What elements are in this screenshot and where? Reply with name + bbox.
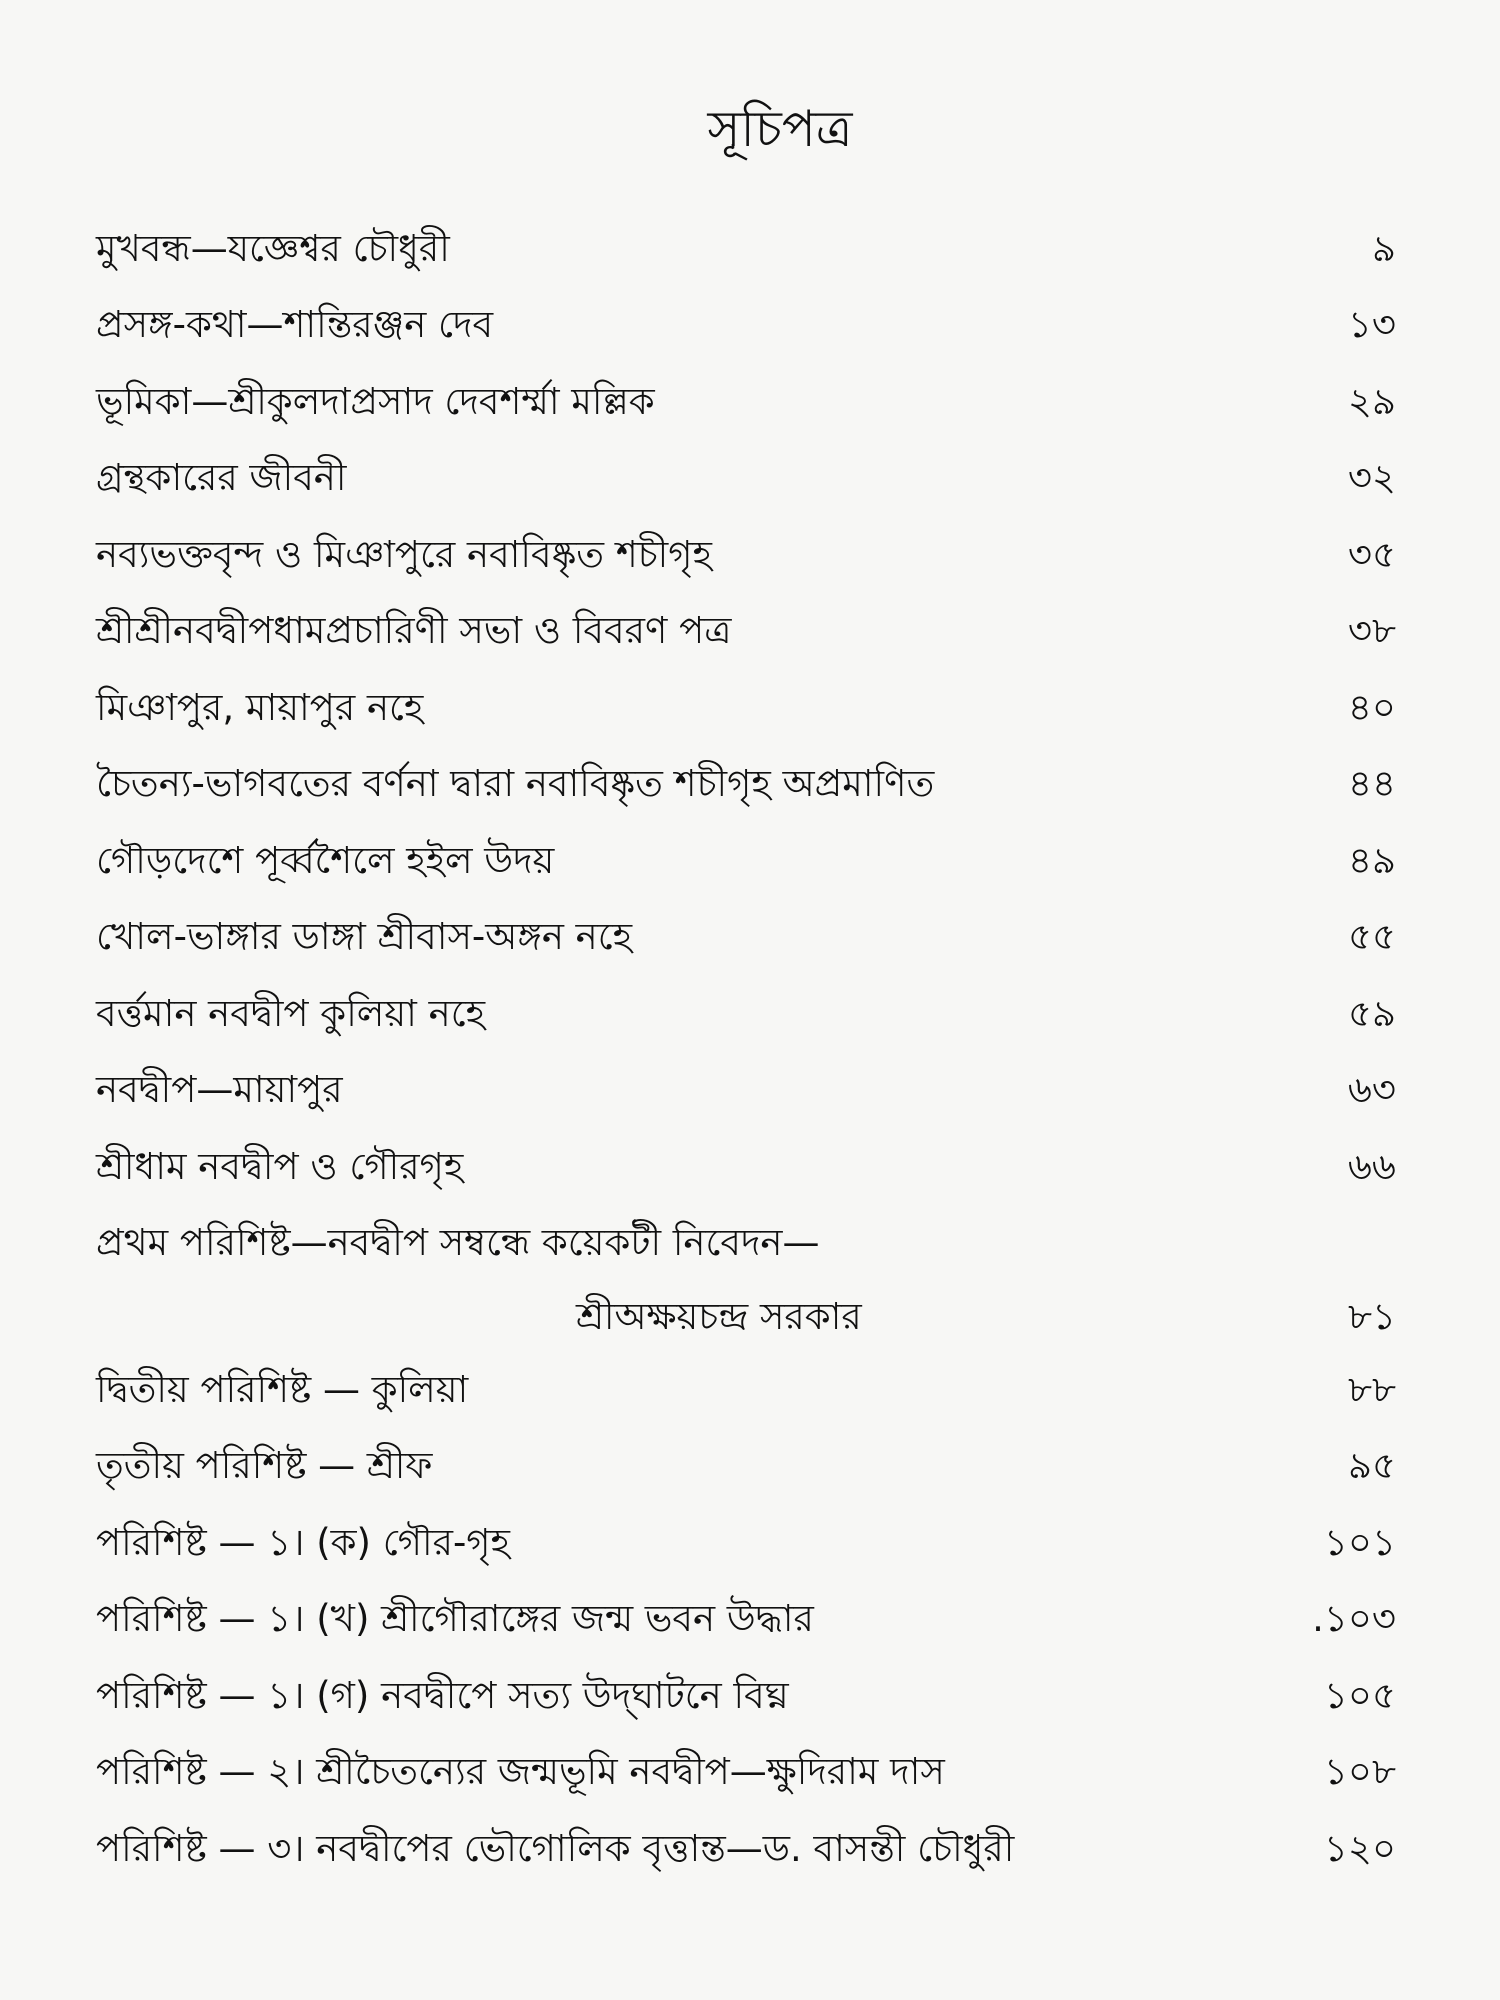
toc-entry: [96, 824, 1396, 901]
toc-entry: [96, 442, 1396, 519]
toc-entry-title: গ্রন্থকারের জীবনী: [96, 456, 347, 500]
toc-entry-page: ১২০: [1323, 1826, 1396, 1870]
toc-entry-title: নব্যভক্তবৃন্দ ও মিঞাপুরে নবাবিষ্কৃত শচীগৃহ: [96, 532, 712, 576]
toc-entry: [96, 1207, 1396, 1284]
toc-entry-title: শ্রীঅক্ষয়চন্দ্র সরকার: [576, 1294, 862, 1338]
toc-entry: [96, 1054, 1396, 1131]
toc-entry: [96, 1430, 1396, 1507]
toc-entry-page: ১৩: [1347, 303, 1396, 347]
toc-entry: [96, 365, 1396, 442]
toc-entry-page: ৪৪: [1347, 762, 1396, 806]
toc-entry: [96, 1583, 1396, 1660]
toc-entry-page: ৫৯: [1347, 991, 1396, 1035]
toc-entry-title: প্রথম পরিশিষ্ট—নবদ্বীপ সম্বন্ধে কয়েকটী নিবেদন—: [96, 1221, 820, 1265]
table-of-contents: [96, 212, 1396, 1889]
toc-entry-page: ৫৫: [1347, 915, 1396, 959]
toc-entry: [96, 748, 1396, 825]
toc-entry-title: তৃতীয় পরিশিষ্ট — শ্রীফ: [96, 1444, 433, 1488]
toc-entry: [96, 1283, 1396, 1353]
toc-entry-page: ৩২: [1347, 456, 1396, 500]
toc-entry: [96, 977, 1396, 1054]
toc-entry-title: খোল-ভাঙ্গার ডাঙ্গা শ্রীবাস-অঙ্গন নহে: [96, 915, 633, 959]
toc-entry: [96, 595, 1396, 672]
toc-entry-page: ৩৫: [1347, 532, 1396, 576]
toc-entry-page: ৬৬: [1347, 1144, 1396, 1188]
toc-entry-page: ১০৮: [1323, 1750, 1396, 1794]
toc-entry-page: ৯৫: [1347, 1444, 1396, 1488]
toc-entry-title: গৌড়দেশে পূর্ব্বশৈলে হইল উদয়: [96, 838, 555, 882]
toc-entry-page: ৬৩: [1347, 1068, 1396, 1112]
toc-entry-page: ৩৮: [1347, 609, 1396, 653]
toc-entry-page: ৪০: [1347, 685, 1396, 729]
toc-entry-title: চৈতন্য-ভাগবতের বর্ণনা দ্বারা নবাবিষ্কৃত শচীগৃহ অপ্রমাণিত: [96, 762, 935, 806]
toc-entry: [96, 1736, 1396, 1813]
toc-entry: [96, 1506, 1396, 1583]
toc-entry-page: ১০১: [1323, 1520, 1396, 1564]
toc-entry-title: নবদ্বীপ—মায়াপুর: [96, 1068, 343, 1112]
toc-entry-page: .১০৩: [1312, 1597, 1396, 1641]
toc-entry: [96, 1812, 1396, 1889]
toc-entry: [96, 1353, 1396, 1430]
toc-entry-title: প্রসঙ্গ-কথা—শান্তিরঞ্জন দেব: [96, 303, 494, 347]
toc-entry-page: ২৯: [1347, 379, 1396, 423]
toc-entry-title: পরিশিষ্ট — ১। (গ) নবদ্বীপে সত্য উদ্‌ঘাটনে বিঘ্ন: [96, 1673, 789, 1717]
toc-entry: [96, 212, 1396, 289]
toc-entry: [96, 901, 1396, 978]
toc-entry-title: বর্ত্তমান নবদ্বীপ কুলিয়া নহে: [96, 991, 486, 1035]
toc-entry-title: দ্বিতীয় পরিশিষ্ট — কুলিয়া: [96, 1367, 469, 1411]
toc-entry-title: মিঞাপুর, মায়াপুর নহে: [96, 685, 424, 729]
toc-entry: [96, 1130, 1396, 1207]
toc-entry-title: শ্রীধাম নবদ্বীপ ও গৌরগৃহ: [96, 1144, 464, 1188]
toc-entry-page: ৪৯: [1347, 838, 1396, 882]
toc-entry: [96, 671, 1396, 748]
toc-entry-title: পরিশিষ্ট — ৩। নবদ্বীপের ভৌগোলিক বৃত্তান্ত—ড. বাসন্তী চৌধুরী: [96, 1826, 1015, 1870]
toc-entry-title: পরিশিষ্ট — ২। শ্রীচৈতন্যের জন্মভূমি নবদ্বীপ—ক্ষুদিরাম দাস: [96, 1750, 945, 1794]
toc-entry-title: মুখবন্ধ—যজ্ঞেশ্বর চৌধুরী: [96, 226, 450, 270]
toc-entry-page: ৯: [1371, 226, 1396, 270]
toc-entry-page: ৮৮: [1347, 1367, 1396, 1411]
toc-entry: [96, 518, 1396, 595]
toc-entry-title: ভূমিকা—শ্রীকুলদাপ্রসাদ দেবশর্ম্মা মল্লিক: [96, 379, 655, 423]
toc-entry-title: পরিশিষ্ট — ১। (খ) শ্রীগৌরাঙ্গের জন্ম ভবন উদ্ধার: [96, 1597, 814, 1641]
toc-entry-title: শ্রীশ্রীনবদ্বীপধামপ্রচারিণী সভা ও বিবরণ পত্র: [96, 609, 732, 653]
page-title: সূচিপত্র: [707, 100, 853, 158]
toc-entry: [96, 289, 1396, 366]
toc-entry-title: পরিশিষ্ট — ১। (ক) গৌর-গৃহ: [96, 1520, 510, 1564]
toc-entry: [96, 1659, 1396, 1736]
toc-entry-page: ৮১: [1347, 1294, 1396, 1338]
toc-entry-page: ১০৫: [1323, 1673, 1396, 1717]
